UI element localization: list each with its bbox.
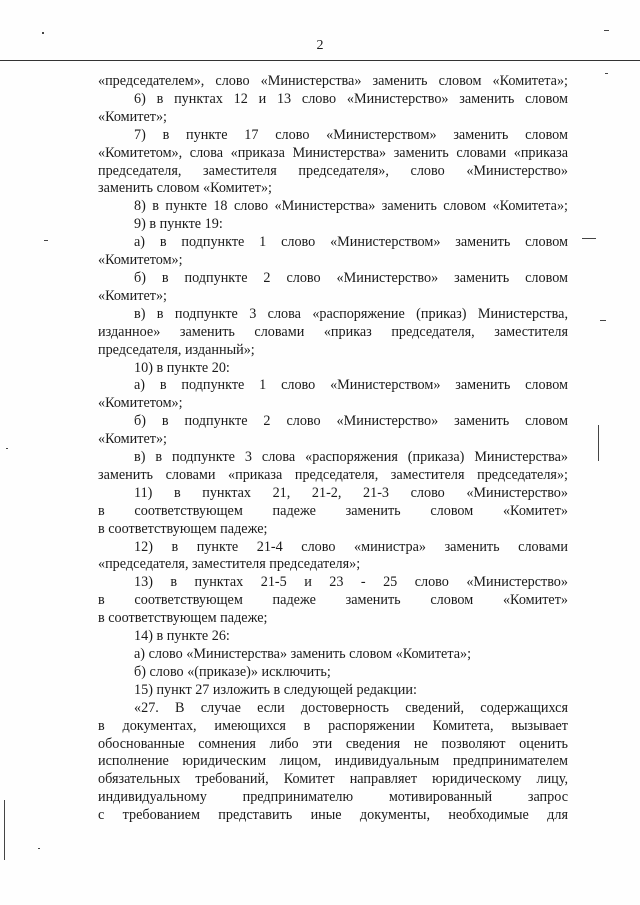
text-line: 9) в пункте 19: (134, 216, 223, 233)
text-line: б) слово «(приказе)» исключить; (134, 663, 331, 680)
text-line: председателя, изданный»; (98, 341, 255, 358)
header-rule (0, 60, 640, 61)
text-line: 6) в пунктах 12 и 13 слово «Министерство» заменить словом (134, 90, 568, 107)
text-line: 12) в пункте 21-4 слово «министра» заменить словами (134, 538, 568, 555)
text-line: «председателя, заместителя председателя»; (98, 556, 361, 573)
scan-artifact (604, 30, 609, 31)
text-line: б) в подпункте 2 слово «Министерство» заменить словом (134, 413, 568, 430)
text-line: «27. В случае если достоверность сведений, содержащихся (134, 699, 568, 716)
scan-artifact (598, 425, 599, 461)
document-body (98, 73, 568, 825)
scan-artifact (42, 32, 44, 34)
text-line: а) слово «Министерства» заменить словом «Комитета»; (134, 646, 472, 662)
text-line: председателя, заместителя председателя», слово «Министерство» (98, 162, 568, 179)
text-line: «Комитетом»; (98, 395, 183, 412)
scan-artifact (600, 320, 606, 321)
scan-artifact (44, 240, 48, 241)
text-line: 10) в пункте 20: (134, 359, 230, 376)
scan-artifact (582, 238, 596, 239)
text-line: 8) в пункте 18 слово «Министерства» заменить словом «Комитета»; (134, 198, 568, 215)
text-line: 13) в пунктах 21-5 и 23 - 25 слово «Министерство» (134, 574, 568, 591)
text-line: в документах, имеющихся в распоряжении Комитета, вызывает (98, 717, 568, 734)
text-line: «Комитет»; (98, 431, 167, 448)
text-line: обязательных требований, Комитет направляет юридическому лицу, (98, 771, 568, 788)
text-line: в) в подпункте 3 слова «распоряжения (приказа) Министерства» (134, 449, 568, 466)
text-line: 14) в пункте 26: (134, 628, 230, 645)
text-line: с требованием представить иные документы, необходимые для (98, 807, 568, 824)
scan-artifact (4, 800, 5, 860)
text-line: «Комитет»; (98, 287, 167, 304)
text-line: обоснованные сомнения либо эти сведения не позволяют оценить (98, 735, 568, 752)
text-line: а) в подпункте 1 слово «Министерством» заменить словом (134, 377, 568, 394)
text-line: заменить словами «приказа председателя, заместителя председателя»; (98, 466, 568, 483)
text-line: «Комитетом»; (98, 252, 183, 269)
text-line: в соответствующем падеже; (98, 520, 268, 537)
text-line: «Комитет»; (98, 108, 167, 125)
text-line: в соответствующем падеже; (98, 610, 268, 627)
text-line: в) в подпункте 3 слова «распоряжение (приказ) Министерства, (134, 305, 568, 322)
scan-artifact (605, 73, 608, 74)
scan-artifact (38, 848, 40, 849)
page-number: 2 (316, 38, 324, 53)
text-line: заменить словом «Комитет»; (98, 180, 272, 197)
text-line: в соответствующем падеже заменить словом «Комитет» (98, 502, 568, 519)
text-line: изданное» заменить словами «приказ председателя, заместителя (98, 323, 568, 340)
text-line: индивидуальному предпринимателю мотивированный запрос (98, 789, 568, 806)
text-line: исполнение юридическим лицом, индивидуальным предпринимателем (98, 753, 568, 770)
text-line: 15) пункт 27 изложить в следующей редакции: (134, 681, 417, 698)
text-line: б) в подпункте 2 слово «Министерство» заменить словом (134, 269, 568, 286)
text-line: «председателем», слово «Министерства» заменить словом «Комитета»; (98, 73, 568, 89)
text-line: 7) в пункте 17 слово «Министерством» заменить словом (134, 126, 568, 143)
text-line: в соответствующем падеже заменить словом «Комитет» (98, 592, 568, 609)
text-line: «Комитетом», слова «приказа Министерства» заменить словами «приказа (98, 144, 568, 161)
scan-artifact (6, 448, 8, 449)
text-line: 11) в пунктах 21, 21-2, 21-3 слово «Министерство» (134, 484, 568, 501)
text-line: а) в подпункте 1 слово «Министерством» заменить словом (134, 234, 568, 251)
